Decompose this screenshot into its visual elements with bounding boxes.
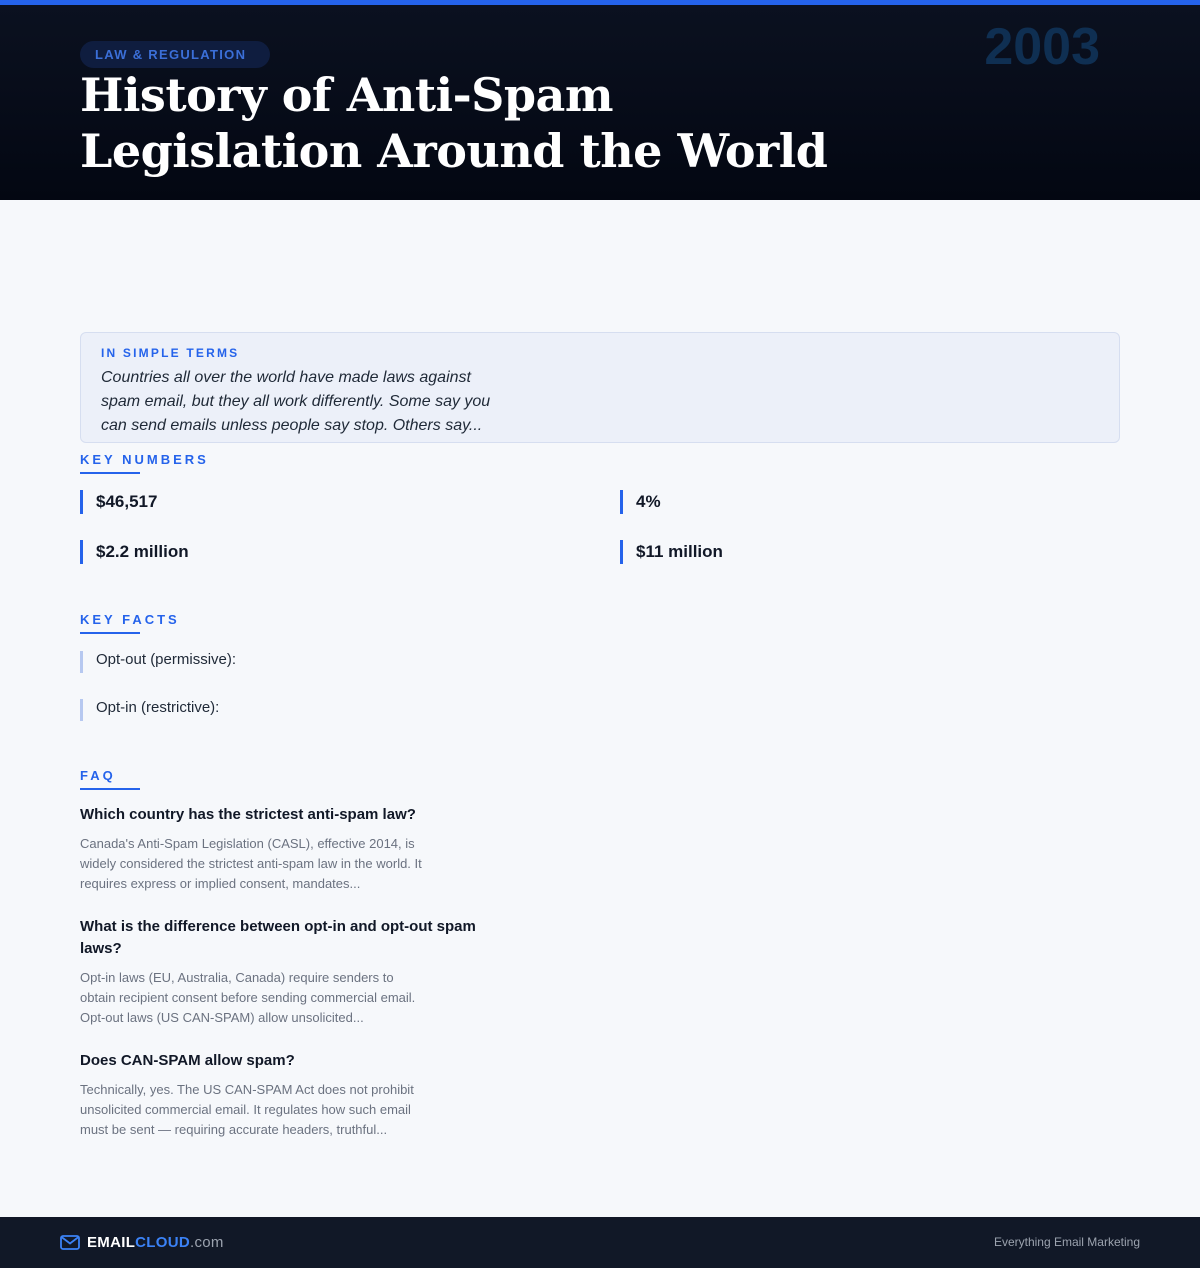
key-facts-label: KEY FACTS [80,612,180,627]
year-label: 2003 [984,18,1100,76]
stat-item: $11 million [620,540,723,564]
envelope-icon [60,1235,80,1250]
stat-item: $46,517 [80,490,157,514]
brand-domain: .com [190,1233,224,1251]
faq-question[interactable]: Which country has the strictest anti-spam law? [80,806,416,823]
page-title: History of Anti-Spam Legislation Around the World [80,68,828,178]
key-facts-heading [80,612,180,634]
brand-name [87,1234,224,1251]
stat-item: 4% [620,490,661,514]
faq-answer: Canada's Anti-Spam Legislation (CASL), effective 2014, is widely considered the strictest anti-spam law in the world. It requires express or implied consent, mandates... [80,836,422,891]
brand-logo[interactable] [60,1231,224,1253]
simple-terms-box [80,332,1120,443]
page-header [0,5,1200,200]
faq-heading [80,768,140,790]
brand-part-email: EMAIL [87,1233,136,1251]
fact-item: Opt-out (permissive): [80,651,236,673]
section-divider [80,788,140,790]
faq-question[interactable]: Does CAN-SPAM allow spam? [80,1052,295,1069]
section-divider [80,472,140,474]
faq-answer: Technically, yes. The US CAN-SPAM Act does not prohibit unsolicited commercial email. It regulates how such email must be sent — requiring accurate headers, truthful... [80,1082,414,1137]
simple-terms-text: Countries all over the world have made laws against spam email, but they all work differently. Some say you can send emails unless people say stop. Others say... [101,369,491,434]
simple-terms-label: IN SIMPLE TERMS [101,346,240,360]
brand-part-cloud: CLOUD [135,1233,190,1251]
faq-question[interactable]: What is the difference between opt-in and opt-out spam laws? [80,918,476,957]
category-badge[interactable]: LAW & REGULATION [80,41,270,68]
section-divider [80,632,140,634]
footer-tagline: Everything Email Marketing [993,1235,1140,1249]
faq-label: FAQ [80,768,116,783]
key-numbers-label: KEY NUMBERS [80,452,209,467]
faq-answer: Opt-in laws (EU, Australia, Canada) require senders to obtain recipient consent before sending commercial email. Opt-out laws (US CAN-SPAM) allow unsolicited... [80,970,416,1025]
key-numbers-heading [80,452,209,474]
stat-item: $2.2 million [80,540,189,564]
fact-item: Opt-in (restrictive): [80,699,219,721]
page-footer [0,1217,1200,1268]
